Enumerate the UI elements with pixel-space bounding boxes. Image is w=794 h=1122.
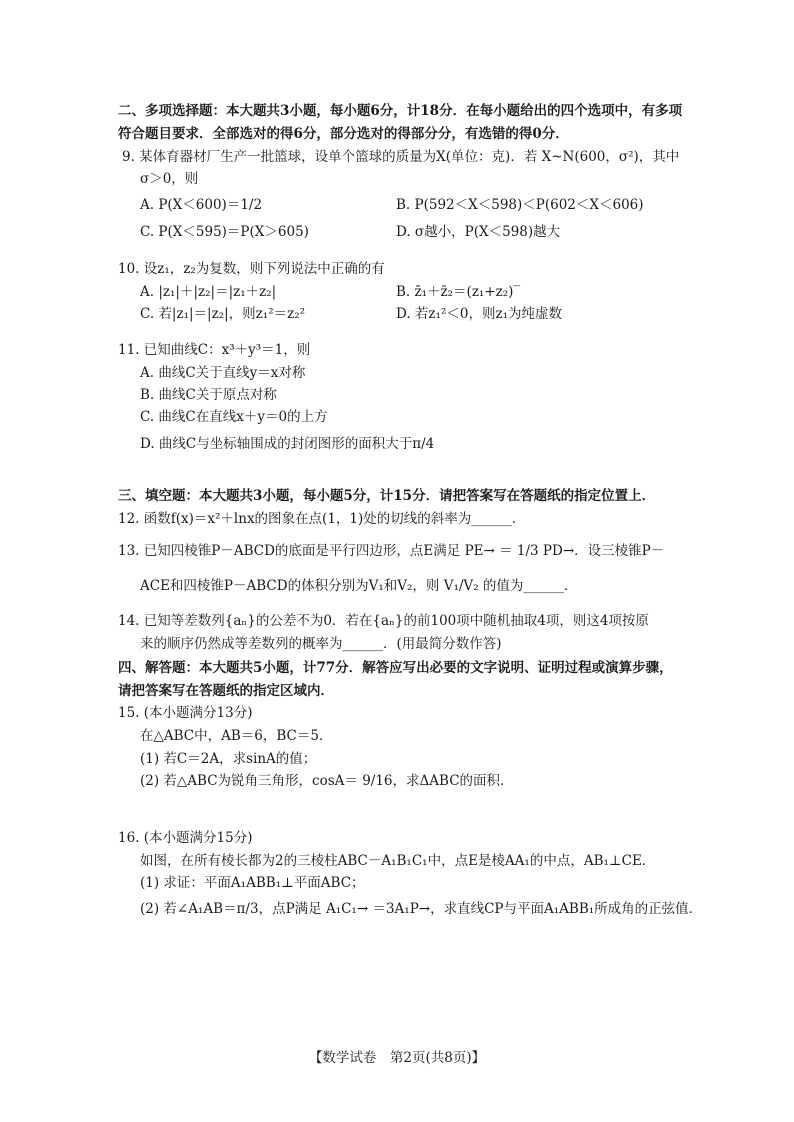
q9-option-d: D. σ越小，P(X＜598)越大 bbox=[396, 224, 561, 240]
q15-given: 在△ABC中，AB＝6，BC＝5． bbox=[140, 728, 333, 744]
q9-option-b: B. P(592＜X＜598)＜P(602＜X＜606) bbox=[396, 197, 644, 213]
section2-heading-line1: 二、多项选择题：本大题共3小题，每小题6分，计18分．在每小题给出的四个选项中，有多项 bbox=[118, 103, 683, 119]
q12-text: 12. 函数f(x)＝x²＋lnx的图象在点(1，1)处的切线的斜率为______． bbox=[118, 511, 526, 527]
q10-option-c: C. 若|z₁|＝|z₂|，则z₁²＝z₂² bbox=[140, 306, 306, 322]
q11-stem: 11. 已知曲线C：x³＋y³＝1，则 bbox=[118, 342, 311, 358]
q9-option-a: A. P(X＜600)＝1/2 bbox=[140, 197, 263, 213]
q15-part2: (2) 若△ABC为锐角三角形，cosA＝ 9/16，求ΔABC的面积． bbox=[140, 773, 514, 789]
q11-option-d: D. 曲线C与坐标轴围成的封闭图形的面积大于π/4 bbox=[140, 436, 435, 452]
q10-stem: 10. 设z₁，z₂为复数，则下列说法中正确的有 bbox=[118, 261, 385, 277]
q16-part1: (1) 求证：平面A₁ABB₁⊥平面ABC； bbox=[140, 875, 365, 891]
q16-part2: (2) 若∠A₁AB＝π/3，点P满足 A₁C₁→ ＝3A₁P→，求直线CP与平面A₁ABB₁所成角的正弦值． bbox=[140, 901, 703, 917]
section4-heading-line2: 请把答案写在答题纸的指定区域内． bbox=[118, 683, 334, 699]
q14-line2: 来的顺序仍然成等差数列的概率为______．(用最简分数作答) bbox=[140, 636, 502, 652]
q13-line2: ACE和四棱锥P－ABCD的体积分别为V₁和V₂，则 V₁/V₂ 的值为______． bbox=[140, 578, 578, 594]
q15-header: 15. (本小题满分13分) bbox=[118, 705, 253, 721]
q13-line1: 13. 已知四棱锥P－ABCD的底面是平行四边形，点E满足 PE→ ＝ 1/3 PD→．设三棱锥P－ bbox=[118, 543, 665, 559]
q10-option-b: B. z̄₁＋z̄₂＝(z₁+z₂)‾ bbox=[396, 284, 521, 300]
q9-stem-line2: σ＞0，则 bbox=[140, 171, 199, 187]
section4-heading-line1: 四、解答题：本大题共5小题，计77分．解答应写出必要的文字说明、证明过程或演算步骤， bbox=[118, 660, 673, 676]
q10-option-a: A. |z₁|＋|z₂|＝|z₁＋z₂| bbox=[140, 284, 277, 300]
section3-heading: 三、填空题：本大题共3小题，每小题5分，计15分．请把答案写在答题纸的指定位置上． bbox=[118, 488, 656, 504]
section2-heading-line2: 符合题目要求．全部选对的得6分，部分选对的得部分分，有选错的得0分． bbox=[118, 126, 569, 142]
q11-option-b: B. 曲线C关于原点对称 bbox=[140, 387, 277, 403]
q10-option-d: D. 若z₁²＜0，则z₁为纯虚数 bbox=[396, 306, 562, 322]
page-footer: 【数学试卷 第2页(共8页)】 bbox=[308, 1050, 486, 1066]
q14-line1: 14. 已知等差数列{aₙ}的公差不为0．若在{aₙ}的前100项中随机抽取4项，则这4项按原 bbox=[118, 613, 649, 629]
q16-given: 如图，在所有棱长都为2的三棱柱ABC－A₁B₁C₁中，点E是棱AA₁的中点，AB₁⊥CE． bbox=[140, 853, 656, 869]
q15-part1: (1) 若C＝2A，求sinA的值； bbox=[140, 751, 317, 767]
q9-stem-line1: 9. 某体育器材厂生产一批篮球，设单个篮球的质量为X(单位：克)．若 X~N(600，σ²)，其中 bbox=[122, 149, 680, 165]
q9-option-c: C. P(X＜595)＝P(X＞605) bbox=[140, 224, 309, 240]
q16-header: 16. (本小题满分15分) bbox=[118, 830, 253, 846]
q11-option-a: A. 曲线C关于直线y＝x对称 bbox=[140, 365, 306, 381]
q11-option-c: C. 曲线C在直线x＋y＝0的上方 bbox=[140, 409, 328, 425]
